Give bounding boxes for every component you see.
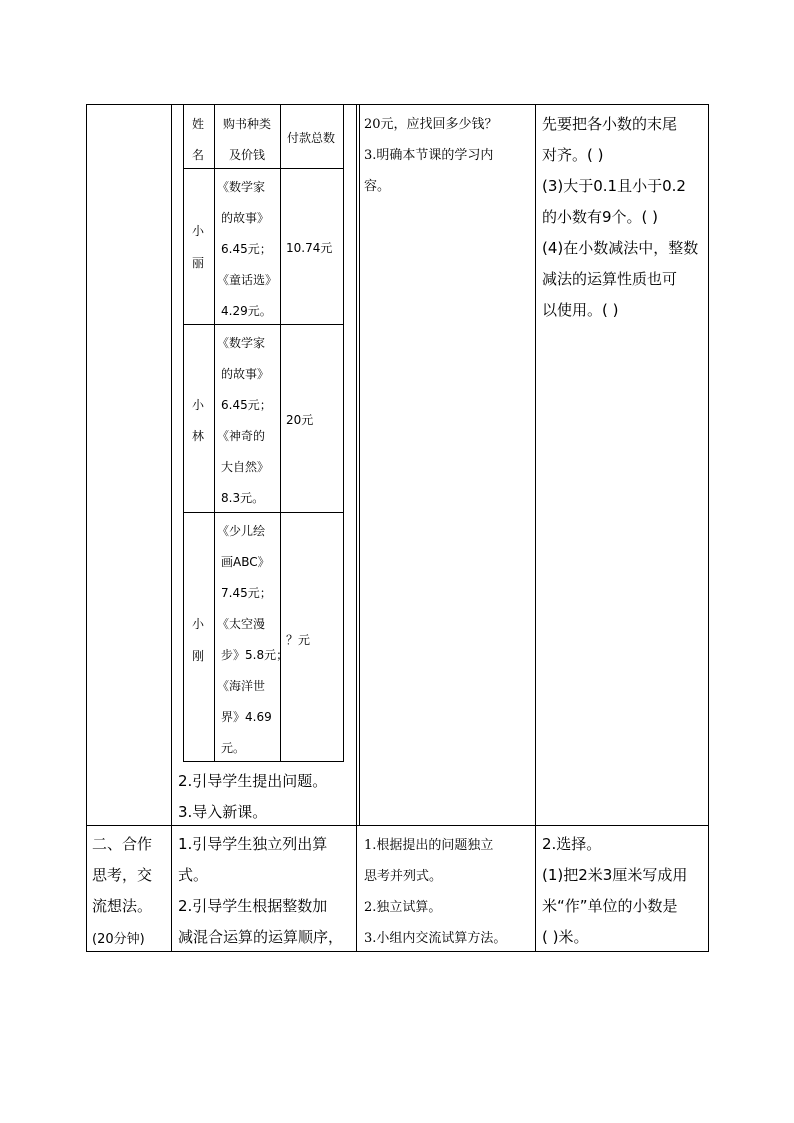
teacher-activity-line-4: 减混合运算的运算顺序， — [178, 928, 344, 946]
row2-book-5: 大自然》 — [221, 460, 270, 474]
exercise-line-1: 先要把各小数的末尾 — [542, 115, 678, 133]
outer-left-border — [86, 104, 87, 952]
exercise-line-4: 的小数有9个。( ) — [542, 208, 659, 226]
exercise-line-3: (3)大于0.1且小于0.2 — [542, 177, 686, 195]
teacher-step-2: 2.引导学生提出问题。 — [178, 772, 328, 790]
row2-name-2: 林 — [192, 429, 205, 443]
row1-name-2: 丽 — [192, 256, 205, 270]
teacher-activity-line-2: 式。 — [178, 866, 209, 884]
student-activity-line-2: 3.明确本节课的学习内 — [364, 148, 494, 163]
exercise-line-5: (4)在小数减法中，整数 — [542, 239, 699, 257]
student-activity-line-1: 20元，应找回多少钱？ — [364, 117, 498, 132]
outer-col-divider-1 — [171, 104, 172, 952]
row3-book-5: 步》5.8元； — [221, 648, 289, 662]
row3-book-2: 画ABC》 — [221, 555, 270, 569]
stage-title-line-2: 思考，交 — [92, 866, 153, 884]
inner-row-divider-3 — [183, 512, 344, 513]
row3-name-2: 刚 — [192, 649, 205, 663]
row3-book-3: 7.45元； — [221, 586, 272, 600]
choice-exercise-line-2: (1)把2米3厘米写成用 — [542, 866, 688, 884]
exercise-line-2: 对齐。( ) — [542, 146, 604, 164]
inner-right-border — [343, 104, 344, 762]
outer-bottom-border — [86, 951, 709, 952]
row2-book-1: 《数学家 — [217, 336, 266, 350]
inner-bottom-border — [183, 761, 344, 762]
row2-book-2: 的故事》 — [221, 367, 270, 381]
header-books-2: 及价钱 — [229, 148, 266, 162]
outer-col-divider-3 — [535, 104, 536, 952]
inner-col-divider-1 — [214, 104, 215, 762]
row1-name-1: 小 — [192, 224, 205, 238]
row1-book-3: 6.45元； — [221, 242, 272, 256]
student-step-line-2: 思考并列式。 — [364, 869, 443, 884]
row2-name-1: 小 — [192, 398, 205, 412]
row2-book-4: 《神奇的 — [217, 429, 266, 443]
row1-total: 10.74元 — [286, 241, 333, 255]
inner-col-divider-2 — [280, 104, 281, 762]
student-step-line-4: 3.小组内交流试算方法。 — [364, 931, 507, 946]
stage-title-line-1: 二、合作 — [92, 835, 153, 853]
outer-right-border — [708, 104, 709, 952]
stage-title-line-3: 流想法。 — [92, 897, 153, 915]
row2-total: 20元 — [286, 413, 314, 427]
row3-book-4: 《太空漫 — [217, 617, 266, 631]
header-name-1: 姓 — [192, 117, 205, 131]
row3-book-8: 元。 — [221, 741, 246, 755]
teacher-activity-line-3: 2.引导学生根据整数加 — [178, 897, 328, 915]
row2-book-3: 6.45元； — [221, 398, 272, 412]
row3-book-6: 《海洋世 — [217, 679, 266, 693]
row1-book-5: 4.29元。 — [221, 304, 272, 318]
row1-book-2: 的故事》 — [221, 211, 270, 225]
student-step-line-3: 2.独立试算。 — [364, 900, 442, 915]
exercise-line-7: 以使用。( ) — [542, 301, 619, 319]
row3-name-1: 小 — [192, 617, 205, 631]
row1-book-1: 《数学家 — [217, 180, 266, 194]
book-purchase-table — [183, 104, 344, 762]
outer-row-divider — [86, 825, 709, 826]
inner-row-divider-1 — [183, 168, 344, 169]
header-total: 付款总数 — [287, 131, 336, 145]
inner-row-divider-2 — [183, 324, 344, 325]
student-step-line-1: 1.根据提出的问题独立 — [364, 838, 494, 853]
teacher-step-3: 3.导入新课。 — [178, 803, 268, 821]
choice-exercise-line-3: 米“作”单位的小数是 — [542, 897, 678, 915]
exercise-line-6: 减法的运算性质也可 — [542, 270, 678, 288]
row3-book-1: 《少儿绘 — [217, 524, 266, 538]
row1-book-4: 《童话选》 — [217, 273, 278, 287]
header-name-2: 名 — [192, 148, 205, 162]
row3-book-7: 界》4.69 — [221, 710, 272, 724]
outer-col-divider-2a — [356, 104, 357, 952]
student-activity-line-3: 容。 — [364, 179, 391, 194]
row2-book-6: 8.3元。 — [221, 491, 265, 505]
outer-top-border — [86, 104, 709, 105]
stage-duration: (20分钟) — [92, 932, 145, 947]
choice-exercise-line-1: 2.选择。 — [542, 835, 602, 853]
outer-col-divider-2b — [359, 104, 360, 826]
inner-left-border — [183, 104, 184, 762]
teacher-activity-line-1: 1.引导学生独立列出算 — [178, 835, 328, 853]
row3-total: ？元 — [286, 633, 311, 647]
header-books-1: 购书种类 — [223, 117, 272, 131]
choice-exercise-line-4: ( )米。 — [542, 928, 589, 946]
